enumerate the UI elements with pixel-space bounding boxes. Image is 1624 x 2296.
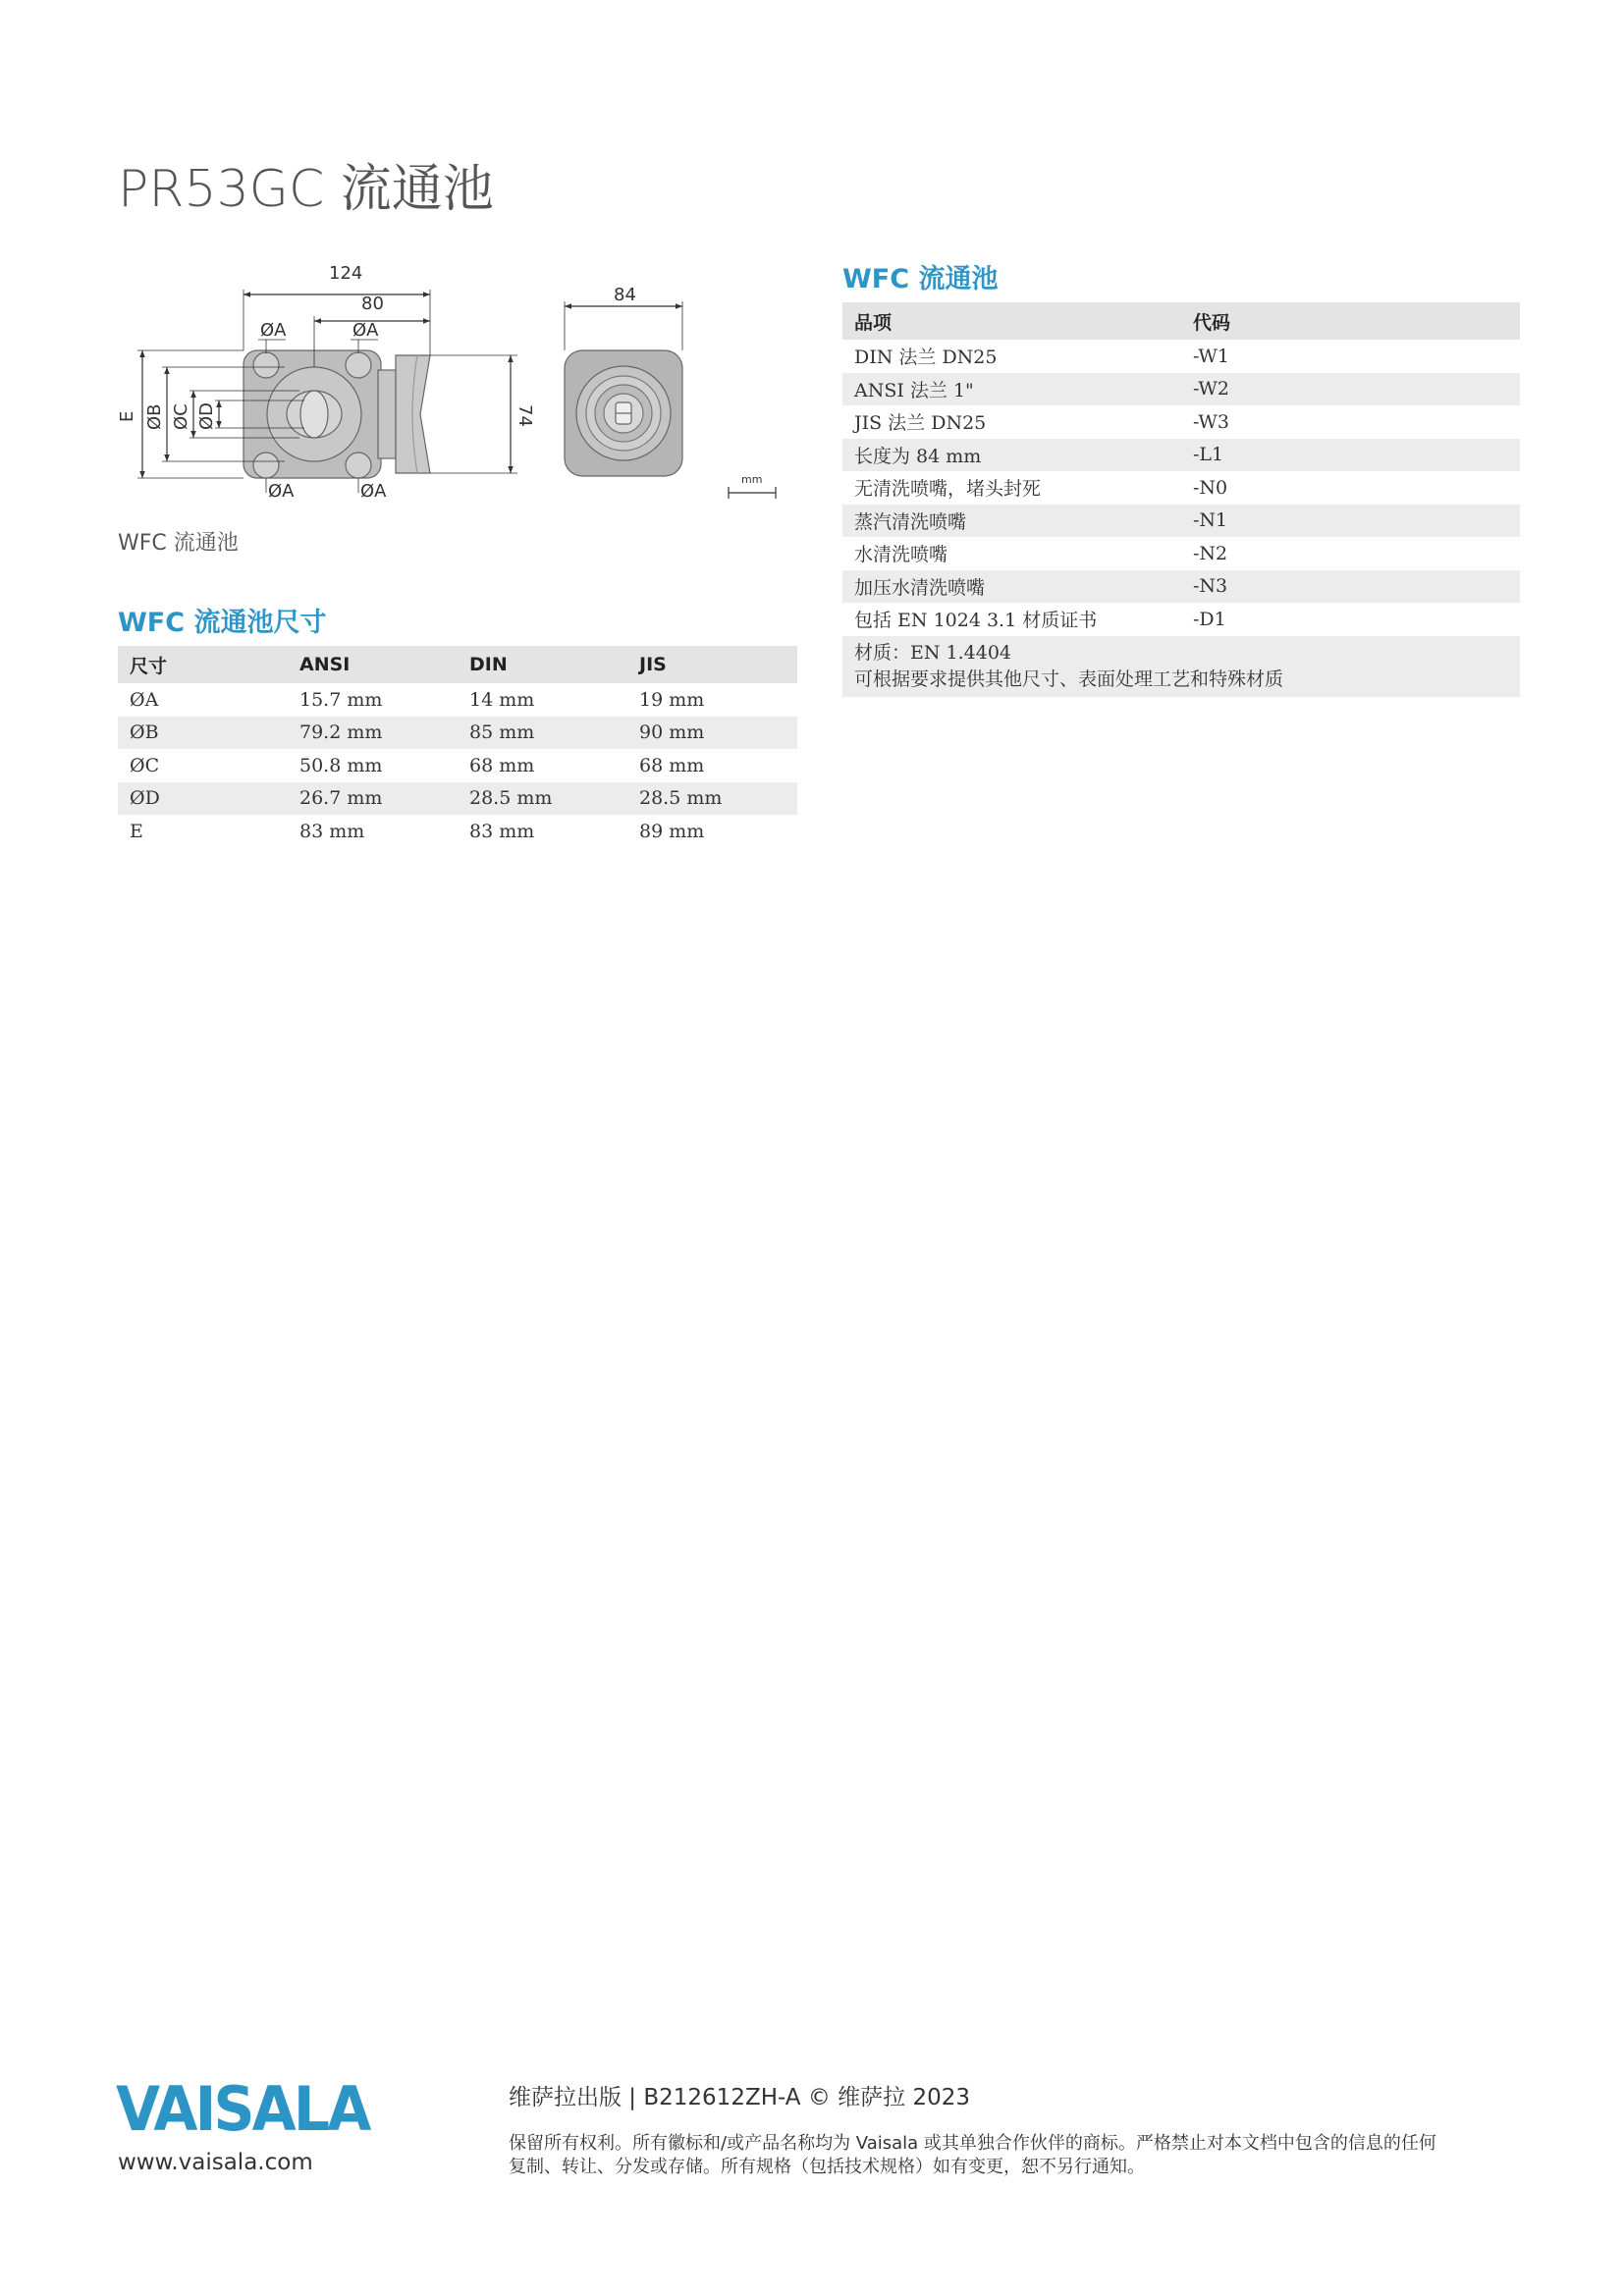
dimensions-heading: WFC 流通池尺寸: [118, 608, 327, 638]
scale-unit-label: mm: [741, 473, 763, 486]
table-cell: ØD: [118, 782, 288, 816]
column-header: DIN: [458, 646, 627, 683]
custom-options-line: 可根据要求提供其他尺寸、表面处理工艺和特殊材质: [854, 667, 1284, 690]
table-cell: 50.8 mm: [299, 754, 383, 776]
table-row: [842, 373, 1520, 406]
table-row: [842, 471, 1520, 505]
column-header: JIS: [627, 646, 797, 683]
table-cell: 28.5 mm: [458, 782, 627, 816]
table-cell: 90 mm: [627, 717, 797, 750]
dimensions-table: [118, 646, 797, 848]
table-cell: E: [130, 820, 143, 842]
legal-line: 保留所有权利。所有徽标和/或产品名称均为 Vaisala 或其单独合作伙伴的商标。严格禁止对本文档中包含的信息的任何: [509, 2133, 1436, 2154]
table-cell: 79.2 mm: [288, 717, 458, 750]
code-cell: -W1: [1193, 345, 1229, 367]
material-line: 材质：EN 1.4404: [854, 641, 1012, 664]
code-cell: -D1: [1193, 608, 1226, 630]
table-row: [842, 340, 1520, 373]
page-title: PR53GC 流通池: [118, 160, 494, 219]
table-cell: ØB: [118, 717, 288, 750]
table-cell: 28.5 mm: [627, 782, 797, 816]
table-row: [842, 537, 1520, 570]
code-cell: -N1: [1181, 505, 1520, 538]
code-cell: -N3: [1181, 570, 1520, 604]
table-cell: 19 mm: [639, 688, 705, 711]
dim-b-label: ØB: [144, 403, 165, 430]
code-cell: -N0: [1193, 476, 1228, 499]
dim-74-label: 74: [514, 404, 535, 427]
table-cell: 14 mm: [469, 688, 535, 711]
flow-cell-drawing: [113, 257, 790, 512]
table-cell: 89 mm: [639, 820, 705, 842]
item-cell: DIN 法兰 DN25: [854, 347, 998, 369]
dimension-drawing-svg: [113, 257, 790, 512]
hole-a-label-top-left: ØA: [260, 320, 287, 341]
publication-info: 维萨拉出版 | B212612ZH-A © 维萨拉 2023: [509, 2085, 970, 2110]
table-row: [118, 782, 797, 816]
item-cell: 无清洗喷嘴，堵头封死: [854, 478, 1042, 501]
dim-c-label: ØC: [171, 403, 191, 430]
table-cell: 15.7 mm: [299, 688, 383, 711]
legal-line: 复制、转让、分发或存储。所有规格（包括技术规格）如有变更，恕不另行通知。: [509, 2157, 1145, 2177]
table-row: [118, 749, 797, 782]
order-header-row: [842, 302, 1520, 340]
dim-80-label: 80: [361, 294, 384, 314]
column-header: 品项: [842, 302, 1181, 340]
code-cell: -N2: [1193, 542, 1228, 564]
dim-124-label: 124: [329, 263, 363, 284]
table-row: [118, 717, 797, 750]
item-cell: 加压水清洗喷嘴: [842, 570, 1181, 604]
code-cell: -L1: [1181, 439, 1520, 472]
column-header: 代码: [1181, 302, 1520, 340]
item-cell: JIS 法兰 DN25: [854, 412, 987, 435]
table-cell: 83 mm: [299, 820, 365, 842]
material-note: [842, 636, 1520, 697]
dim-d-label: ØD: [196, 401, 217, 430]
code-cell: -W3: [1193, 410, 1229, 433]
material-note-row: [842, 636, 1520, 697]
table-row: [118, 683, 797, 717]
dim-e-label: E: [117, 410, 137, 422]
table-row: [842, 505, 1520, 538]
item-cell: 水清洗喷嘴: [854, 544, 948, 566]
item-cell: ANSI 法兰 1": [842, 373, 1181, 406]
code-cell: -W2: [1181, 373, 1520, 406]
table-cell: 85 mm: [458, 717, 627, 750]
item-cell: 长度为 84 mm: [842, 439, 1181, 472]
item-cell: 蒸汽清洗喷嘴: [842, 505, 1181, 538]
order-options-table: [842, 302, 1520, 697]
table-row: [842, 439, 1520, 472]
table-row: [842, 570, 1520, 604]
table-row: [842, 603, 1520, 636]
order-heading: WFC 流通池: [842, 264, 999, 294]
hole-a-label-bottom-left: ØA: [268, 481, 295, 502]
website-link[interactable]: www.vaisala.com: [118, 2150, 313, 2175]
hole-a-label-top-right: ØA: [352, 320, 379, 341]
vaisala-logo: VAISALA: [116, 2073, 369, 2145]
legal-notice: [509, 2132, 1530, 2179]
column-header: 尺寸: [118, 646, 288, 683]
table-cell: 68 mm: [469, 754, 535, 776]
dimensions-header-row: [118, 646, 797, 683]
table-cell: 83 mm: [469, 820, 535, 842]
table-cell: ØC: [130, 754, 160, 776]
item-cell: 包括 EN 1024 3.1 材质证书: [854, 610, 1098, 632]
table-cell: 68 mm: [639, 754, 705, 776]
table-cell: 26.7 mm: [288, 782, 458, 816]
dim-84-label: 84: [614, 285, 636, 305]
drawing-caption: WFC 流通池: [118, 531, 239, 556]
column-header: ANSI: [288, 646, 458, 683]
table-row: [842, 405, 1520, 439]
table-row: [118, 815, 797, 848]
table-cell: ØA: [130, 688, 159, 711]
hole-a-label-bottom-right: ØA: [360, 481, 387, 502]
